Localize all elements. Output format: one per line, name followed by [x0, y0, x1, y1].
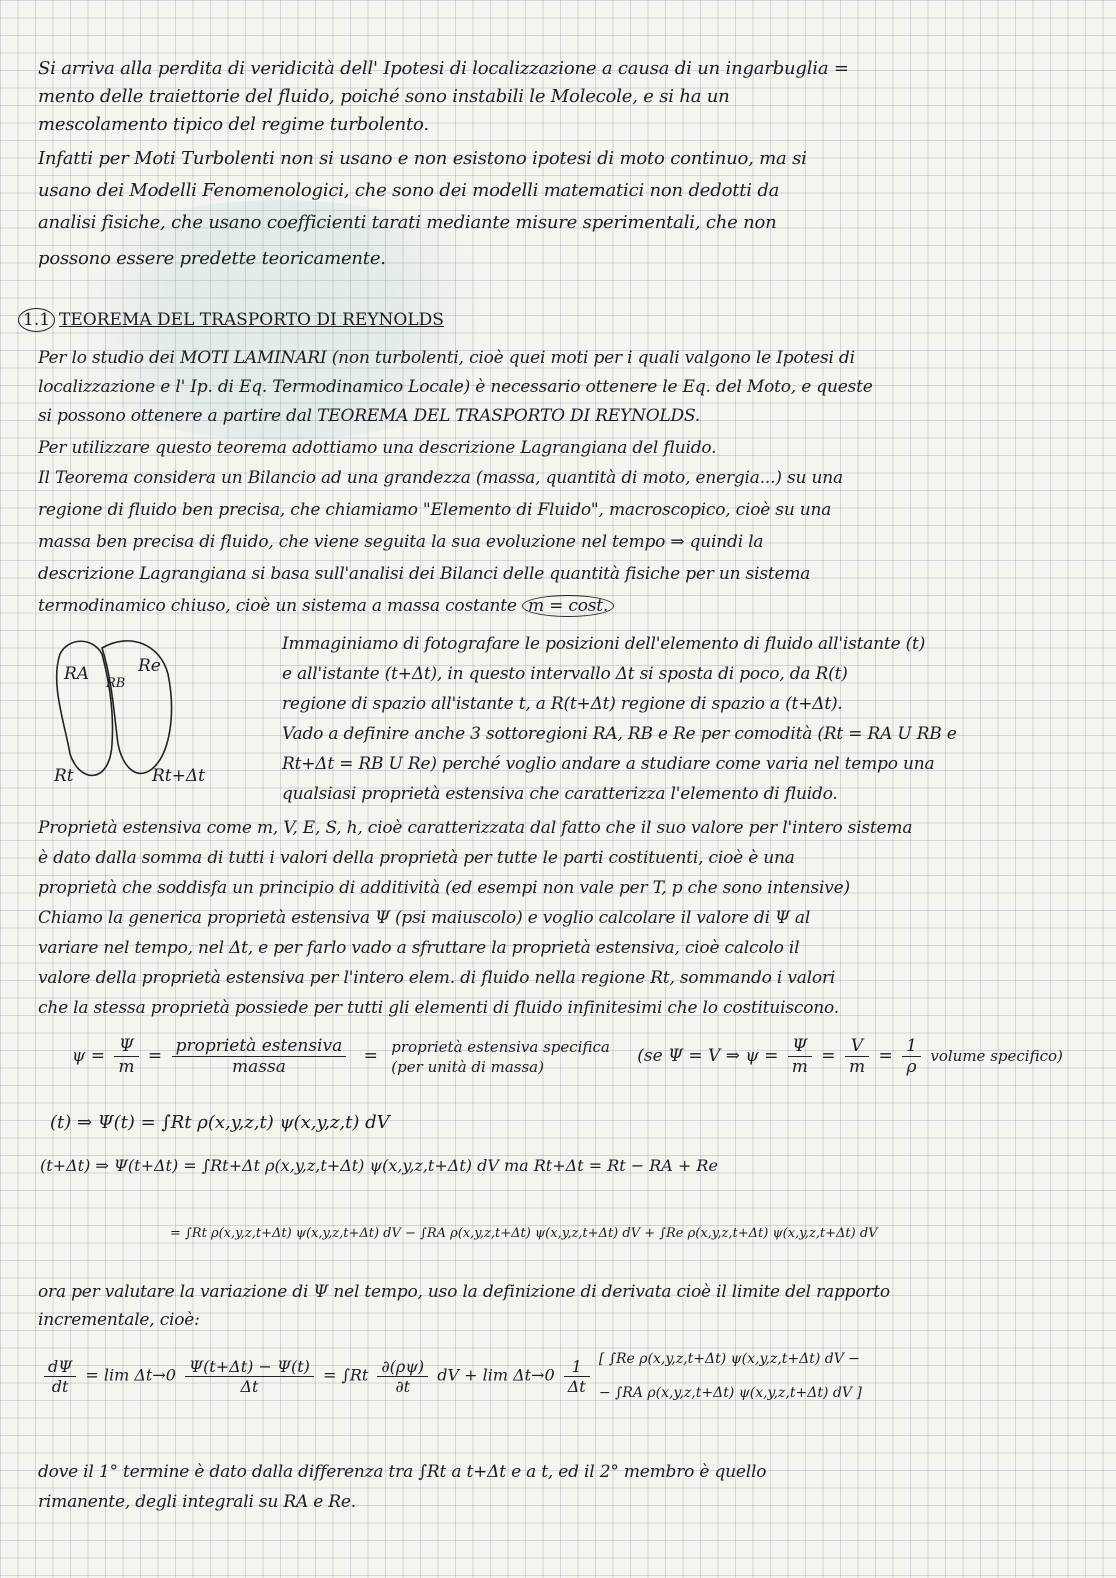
diagram-label: RA [64, 664, 90, 684]
text-line: localizzazione e l' Ip. di Eq. Termodinamico Locale) è necessario ottenere le Eq. del Moto, e queste [38, 377, 873, 397]
equation-split-integrals: = ∫Rt ρ(x,y,z,t+Δt) ψ(x,y,z,t+Δt) dV − ∫RA ρ(x,y,z,t+Δt) ψ(x,y,z,t+Δt) dV + ∫Re ρ(x,y,z,t+Δt) ψ(x,y,z,t+Δt) dV [170, 1226, 878, 1241]
text-line: possono essere predette teoricamente. [38, 248, 386, 269]
text-line: è dato dalla somma di tutti i valori della proprietà per tutte le parti costituenti, cioè è una [38, 848, 795, 868]
fraction: $\frac{\partial(\rho\psi)}{\partial t}$ [377, 1357, 428, 1396]
text-line: regione di spazio all'istante t, a R(t+Δt) regione di spazio a (t+Δt). [282, 694, 843, 714]
fraction: $\frac{\Psi}{m}$ [114, 1036, 138, 1077]
text-line: Si arriva alla perdita di veridicità dell' Ipotesi di localizzazione a causa di un ingarbuglia = [38, 58, 849, 79]
text-line: Chiamo la generica proprietà estensiva Ψ (psi maiuscolo) e voglio calcolare il valore di Ψ al [38, 908, 811, 928]
section-heading [18, 308, 444, 332]
fraction: $\frac{1}{\rho}$ [902, 1036, 921, 1077]
mass-constant-badge: m = cost. [522, 595, 614, 617]
equation-psi-t-dt: (t+Δt) ⇒ Ψ(t+Δt) = ∫Rt+Δt ρ(x,y,z,t+Δt) ψ(x,y,z,t+Δt) dV ma Rt+Δt = Rt − RA + Re [40, 1156, 718, 1175]
text-line: mento delle traiettorie del fluido, poiché sono instabili le Molecole, e si ha un [38, 86, 730, 107]
text-line: Proprietà estensiva come m, V, E, S, h, cioè caratterizzata dal fatto che il suo valore per l'intero sistema [38, 818, 913, 838]
text-line: Vado a definire anche 3 sottoregioni RA, RB e Re per comodità (Rt = RA U RB e [282, 724, 957, 744]
eq-lhs: ψ = [72, 1046, 105, 1066]
fraction: $\frac{\Psi(t+\Delta t) - \Psi(t)}{\Delta t}$ [185, 1357, 314, 1396]
bracket-terms: [ ∫Re ρ(x,y,z,t+Δt) ψ(x,y,z,t+Δt) dV − − ∫RA ρ(x,y,z,t+Δt) ψ(x,y,z,t+Δt) dV ] [598, 1351, 862, 1401]
text-line: usano dei Modelli Fenomenologici, che sono dei modelli matematici non dedotti da [38, 180, 780, 201]
text-line: ora per valutare la variazione di Ψ nel tempo, uso la definizione di derivata cioè il limite del rapporto [38, 1282, 890, 1302]
text-line: incrementale, cioè: [38, 1310, 200, 1330]
text-line: analisi fisiche, che usano coefficienti tarati mediante misure sperimentali, che non [38, 212, 777, 233]
section-number: 1.1 [18, 308, 55, 332]
fraction: $\frac{1}{\Delta t}$ [564, 1357, 590, 1396]
text-line: che la stessa proprietà possiede per tutti gli elementi di fluido infinitesimi che lo costituiscono. [38, 998, 839, 1018]
fraction: $\frac{d\Psi}{dt}$ [44, 1357, 76, 1396]
diagram-label: Rt+Δt [152, 766, 205, 786]
equation-psi-t: (t) ⇒ Ψ(t) = ∫Rt ρ(x,y,z,t) ψ(x,y,z,t) dV [50, 1112, 390, 1133]
section-title: TEOREMA DEL TRASPORTO DI REYNOLDS [59, 310, 444, 330]
region-diagram [40, 634, 270, 794]
eq-sign: = [147, 1046, 163, 1066]
diagram-label: Re [138, 656, 161, 676]
text-line: Rt+Δt = RB U Re) perché voglio andare a studiare come varia nel tempo una [282, 754, 935, 774]
text-line: regione di fluido ben precisa, che chiamiamo "Elemento di Fluido", macroscopico, cioè su una [38, 500, 832, 520]
text-line: dove il 1° termine è dato dalla differenza tra ∫Rt a t+Δt e a t, ed il 2° membro è quello [38, 1462, 767, 1482]
equation-derivative: $\frac{d\Psi}{dt}$ = lim Δt→0 $\frac{\Psi(t+\Delta t) - \Psi(t)}{\Delta t}$ = ∫Rt $\frac{\partial(\rho\psi)}{\partial t}$ dV + lim Δt→0 $\frac{1}{\Delta t}$ [ ∫Re ρ(x,y,z,t+Δt) ψ(x,y,z,t+Δt) dV − − ∫RA ρ(x,y,z,t+Δt) ψ(x,y,z,t+Δt) dV ] [40, 1342, 862, 1410]
text-line: Per lo studio dei MOTI LAMINARI (non turbolenti, cioè quei moti per i quali valgono le Ipotesi di [38, 348, 855, 368]
text-line: mescolamento tipico del regime turbolento. [38, 114, 429, 135]
eq-sign: = [363, 1046, 378, 1066]
text-line: Per utilizzare questo teorema adottiamo una descrizione Lagrangiana del fluido. [38, 438, 717, 458]
equation-specific-property: ψ = $\frac{\Psi}{m}$ = $\frac{\text{proprietà estensiva}}{\text{massa}}$ = proprietà estensiva specifica (per unità di massa) (se Ψ = V ⇒ ψ = $\frac{\Psi}{m}$ = $\frac{V}{m}$ = $\frac{1}{\rho}$ volume specifico) [72, 1036, 1063, 1077]
text-line: e all'istante (t+Δt), in questo intervallo Δt si sposta di poco, da R(t) [282, 664, 848, 684]
text-line: proprietà che soddisfa un principio di additività (ed esempi non vale per T, p che sono intensive) [38, 878, 850, 898]
fraction: $\frac{\Psi}{m}$ [788, 1036, 812, 1077]
text-line: Il Teorema considera un Bilancio ad una grandezza (massa, quantità di moto, energia...) su una [38, 468, 843, 488]
text-line: valore della proprietà estensiva per l'intero elem. di fluido nella regione Rt, sommando i valori [38, 968, 836, 988]
diagram-label: RB [106, 676, 126, 691]
text-line: qualsiasi proprietà estensiva che caratterizza l'elemento di fluido. [282, 784, 838, 804]
eq-example: (se Ψ = V ⇒ ψ = [637, 1046, 779, 1066]
fraction: $\frac{\text{proprietà estensiva}}{\text{massa}}$ [172, 1036, 347, 1077]
text-line [38, 596, 614, 616]
fraction: $\frac{V}{m}$ [845, 1036, 869, 1077]
diagram-label: Rt [54, 766, 74, 786]
text-line: Infatti per Moti Turbolenti non si usano e non esistono ipotesi di moto continuo, ma si [38, 148, 807, 169]
text-line: Immaginiamo di fotografare le posizioni dell'elemento di fluido all'istante (t) [282, 634, 926, 654]
eq-description: proprietà estensiva specifica (per unità di massa) [391, 1037, 610, 1076]
text-line: descrizione Lagrangiana si basa sull'analisi dei Bilanci delle quantità fisiche per un sistema [38, 564, 811, 584]
text-line: rimanente, degli integrali su RA e Re. [38, 1492, 356, 1512]
text-line: massa ben precisa di fluido, che viene seguita la sua evoluzione nel tempo ⇒ quindi la [38, 532, 764, 552]
text-line: variare nel tempo, nel Δt, e per farlo vado a sfruttare la proprietà estensiva, cioè calcolo il [38, 938, 800, 958]
text-span: termodinamico chiuso, cioè un sistema a massa costante [38, 596, 517, 616]
text-line: si possono ottenere a partire dal TEOREMA DEL TRASPORTO DI REYNOLDS. [38, 406, 701, 426]
